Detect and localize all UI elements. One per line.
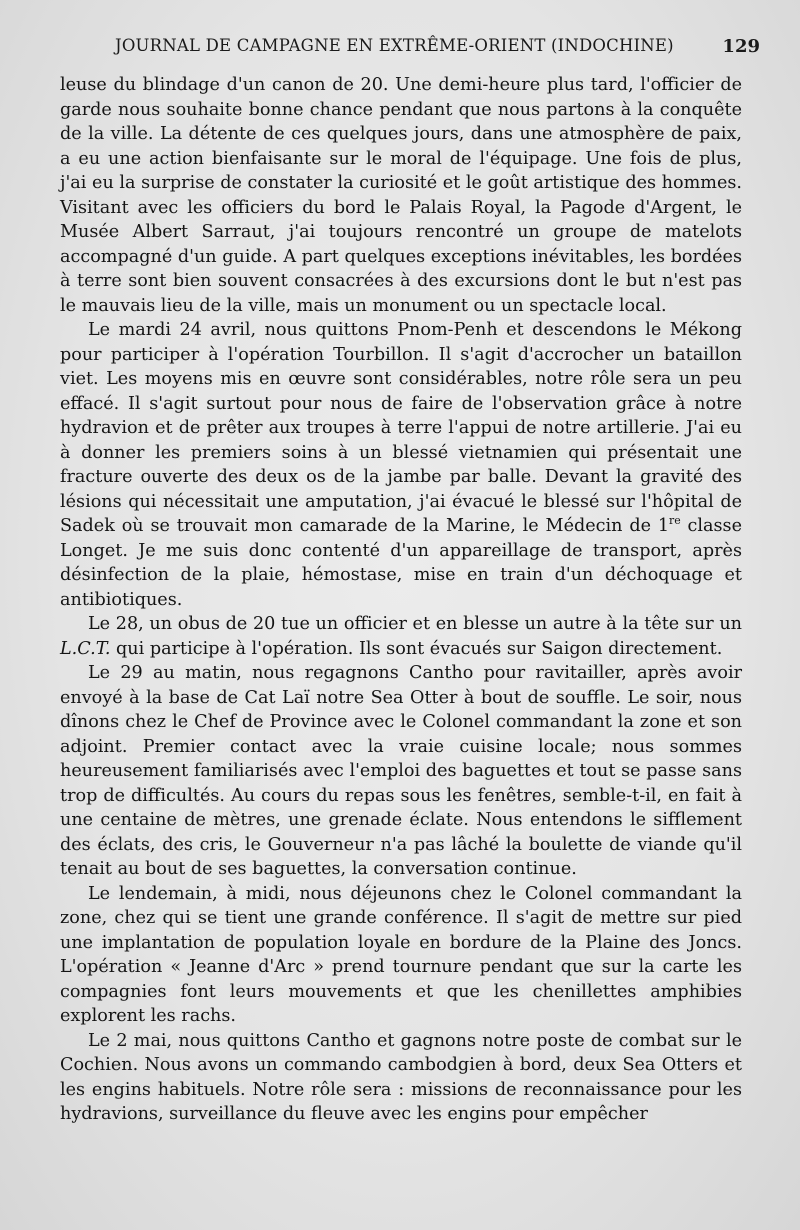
paragraph-2: [60, 318, 742, 612]
body-text: [60, 73, 742, 1127]
paragraph-6: Le 2 mai, nous quittons Cantho et gagnons notre poste de combat sur le Cochien. Nous avons un commando cambodgien à bord, deux Sea Otters et les engins habituels. Notre rôle sera : missions de reconnaissance pour les hydravions, surveillance du fleuve avec les engins pour empêcher: [60, 1030, 742, 1124]
paragraph-3: [60, 612, 742, 661]
paragraph-2-text-a: Le mardi 24 avril, nous quittons Pnom-Penh et descendons le Mékong pour participer à l'opération Tourbillon. Il s'agit d'accrocher un bataillon viet. Les moyens mis en œuvre sont considérables, notre rôle sera un peu effacé. Il s'agit surtout pour nous de faire de l'observation grâce à notre hydravion et de prêter aux troupes à terre l'appui de notre artillerie. J'ai eu à donner les premiers soins à un blessé vietnamien qui présentait une fracture ouverte des deux os de la jambe par balle. Devant la gravité des lésions qui nécessitait une amputation, j'ai évacué le blessé sur l'hôpital de Sadek où se trouvait mon camarade de la Marine, le Médecin de 1: [60, 320, 742, 536]
page-number: 129: [722, 36, 760, 57]
ordinal-superscript: re: [669, 514, 681, 528]
paragraph-4: Le 29 au matin, nous regagnons Cantho pour ravitailler, après avoir envoyé à la base de Cat Laï notre Sea Otter à bout de souffle. Le soir, nous dînons chez le Chef de Province avec le Colonel commandant la zone et son adjoint. Premier contact avec la vraie cuisine locale; nous sommes heureusement familiarisés avec l'emploi des baguettes et tout se passe sans trop de difficultés. Au cours du repas sous les fenêtres, semble-t-il, en fait à une centaine de mètres, une grenade éclate. Nous entendons le sifflement des éclats, des cris, le Gouverneur n'a pas lâché la boulette de viande qu'il tenait au bout de ses baguettes, la conversation continue.: [60, 663, 742, 879]
paragraph-3-text-b: qui participe à l'opération. Ils sont évacués sur Saigon directement.: [110, 638, 723, 659]
running-head-title: JOURNAL DE CAMPAGNE EN EXTRÊME-ORIENT (INDOCHINE): [115, 36, 674, 55]
paragraph-3-italic: L.C.T.: [60, 638, 111, 659]
paragraph-1: leuse du blindage d'un canon de 20. Une demi-heure plus tard, l'officier de garde nous souhaite bonne chance pendant que nous partons à la conquête de la ville. La détente de ces quelques jours, dans une atmosphère de paix, a eu une action bienfaisante sur le moral de l'équipage. Une fois de plus, j'ai eu la surprise de constater la curiosité et le goût artistique des hommes. Visitant avec les officiers du bord le Palais Royal, la Pagode d'Argent, le Musée Albert Sarraut, j'ai toujours rencontré un groupe de matelots accompagné d'un guide. A part quelques exceptions inévitables, les bordées à terre sont bien souvent consacrées à des excursions dont le but n'est pas le mauvais lieu de la ville, mais un monument ou un spectacle local.: [60, 75, 742, 316]
paragraph-5: Le lendemain, à midi, nous déjeunons chez le Colonel commandant la zone, chez qui se tient une grande conférence. Il s'agit de mettre sur pied une implantation de population loyale en bordure de la Plaine des Joncs. L'opération « Jeanne d'Arc » prend tournure pendant que sur la carte les compagnies font leurs mouvements et que les chenillettes amphibies explorent les rachs.: [60, 883, 742, 1026]
paragraph-3-text-a: Le 28, un obus de 20 tue un officier et en blesse un autre à la tête sur un: [88, 614, 742, 634]
paragraph-2-text-b: classe Longet. Je me suis donc contenté d'un appareillage de transport, après désinfection de la plaie, hémostase, mise en train d'un déchoquage et antibiotiques.: [60, 516, 742, 610]
